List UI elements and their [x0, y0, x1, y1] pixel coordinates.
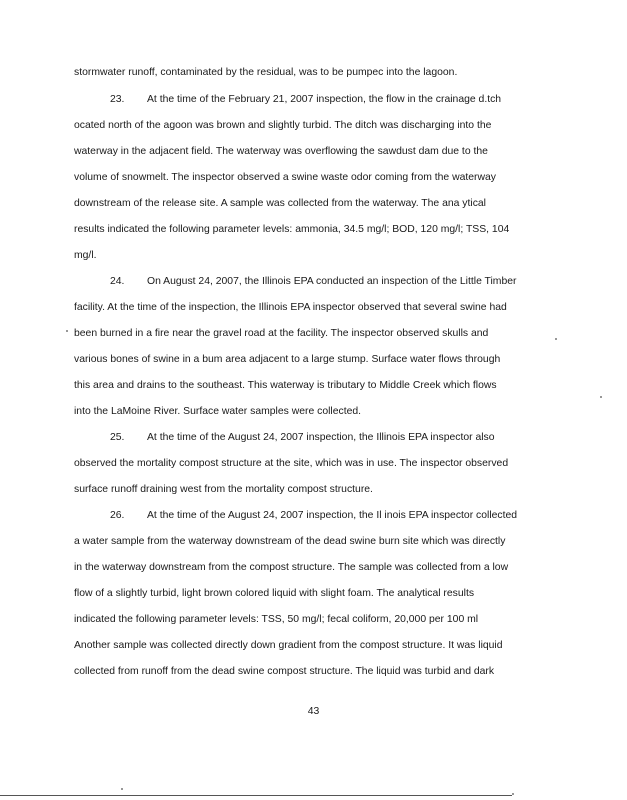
scan-speck [121, 788, 123, 790]
paragraph-25-first-line [110, 431, 554, 444]
page-number: 43 [307, 706, 320, 717]
text-line: various bones of swine in a bum area adjacent to a large stump. Surface water flows through [74, 354, 501, 365]
text-line: At the time of the August 24, 2007 inspection, the Il inois EPA inspector collected [147, 510, 518, 521]
text-line: results indicated the following parameter levels: ammonia, 34.5 mg/l; BOD, 120 mg/l; TSS, 104 [74, 224, 510, 235]
text-line: At the time of the August 24, 2007 inspection, the Illinois EPA inspector also [147, 432, 495, 443]
text-line: stormwater runoff, contaminated by the residual, was to be pumpec into the lagoon. [74, 67, 458, 78]
scan-speck [600, 396, 602, 398]
text-line: surface runoff draining west from the mortality compost structure. [74, 484, 373, 495]
text-line: Another sample was collected directly down gradient from the compost structure. It was liquid [74, 640, 503, 651]
text-line: facility. At the time of the inspection, the Illinois EPA inspector observed that several swine had [74, 302, 507, 313]
text-line: downstream of the release site. A sample was collected from the waterway. The ana ytical [74, 198, 486, 209]
paragraph-number: 24. [110, 276, 125, 287]
paragraph-23-first-line [110, 93, 554, 106]
scan-edge-line [0, 795, 512, 796]
text-line: flow of a slightly turbid, light brown colored liquid with slight foam. The analytical results [74, 588, 475, 599]
paragraph-number: 25. [110, 432, 125, 443]
scan-speck [555, 338, 557, 340]
text-line: into the LaMoine River. Surface water samples were collected. [74, 406, 362, 417]
text-line: this area and drains to the southeast. This waterway is tributary to Middle Creek which flows [74, 380, 497, 391]
text-line: On August 24, 2007, the Illinois EPA conducted an inspection of the Little Timber [147, 276, 517, 287]
paragraph-26-first-line [110, 509, 554, 522]
text-line: ocated north of the agoon was brown and slightly turbid. The ditch was discharging into the [74, 120, 492, 131]
text-line: collected from runoff from the dead swine compost structure. The liquid was turbid and dark [74, 666, 495, 677]
paragraph-number: 26. [110, 510, 125, 521]
text-line: been burned in a fire near the gravel road at the facility. The inspector observed skulls and [74, 328, 489, 339]
text-line: observed the mortality compost structure at the site, which was in use. The inspector observed [74, 458, 509, 469]
scan-speck [66, 330, 68, 332]
paragraph-number: 23. [110, 94, 125, 105]
scan-speck [512, 793, 514, 795]
text-line: volume of snowmelt. The inspector observed a swine waste odor coming from the waterway [74, 172, 496, 183]
text-line: in the waterway downstream from the compost structure. The sample was collected from a low [74, 562, 509, 573]
text-line: waterway in the adjacent field. The waterway was overflowing the sawdust dam due to the [74, 146, 488, 157]
text-line: At the time of the February 21, 2007 inspection, the flow in the crainage d.tch [147, 94, 502, 105]
text-line: indicated the following parameter levels: TSS, 50 mg/l; fecal coliform, 20,000 per 100 ml [74, 614, 479, 625]
text-line: mg/l. [74, 250, 97, 261]
text-line: a water sample from the waterway downstream of the dead swine burn site which was directly [74, 536, 506, 547]
paragraph-24-first-line [110, 275, 554, 288]
